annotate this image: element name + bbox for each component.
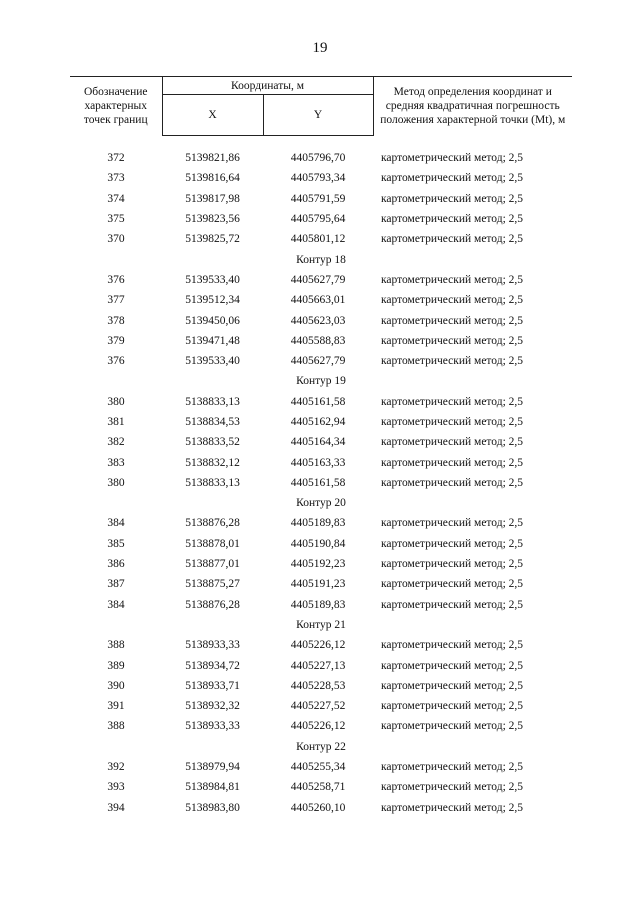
method-cell: картометрический метод; 2,5: [381, 558, 524, 571]
table-row: [70, 574, 572, 594]
table-row: [70, 655, 572, 675]
table-row: [70, 189, 572, 209]
coord-x: 5138876,28: [185, 517, 240, 530]
point-id: 392: [107, 761, 125, 774]
header-method: Метод определения координат и средняя квадратичная погрешность положения характерной точки (Mt), м: [373, 77, 572, 136]
table-row: [70, 513, 572, 533]
table-header: [70, 77, 572, 136]
coord-y: 4405796,70: [290, 152, 346, 165]
table-row: [70, 473, 572, 493]
coord-x: 5138832,12: [185, 456, 240, 469]
table-row: [70, 392, 572, 412]
point-id: 376: [107, 273, 125, 286]
coordinates-table: [70, 76, 572, 818]
method-cell: картометрический метод; 2,5: [381, 781, 524, 794]
coord-x: 5138933,71: [185, 679, 240, 692]
point-id: 379: [107, 334, 125, 347]
coord-x: 5139816,64: [185, 172, 240, 185]
coord-x: 5139817,98: [185, 192, 240, 205]
table-row: [70, 229, 572, 249]
point-id: 381: [107, 416, 125, 428]
point-id: 382: [107, 436, 125, 449]
method-cell: картометрический метод; 2,5: [381, 761, 524, 774]
contour-row: [70, 737, 572, 757]
method-cell: картометрический метод; 2,5: [381, 720, 524, 733]
point-id: 390: [107, 679, 125, 692]
table-row: [70, 168, 572, 188]
point-id: 374: [107, 192, 125, 205]
point-id: 386: [107, 558, 125, 571]
method-cell: картометрический метод; 2,5: [381, 679, 524, 692]
table-row: [70, 148, 572, 168]
coord-y: 4405192,23: [290, 558, 346, 571]
point-id: 377: [107, 294, 125, 307]
table-row: [70, 635, 572, 655]
coord-x: 5138833,13: [185, 395, 240, 408]
coord-y: 4405189,83: [290, 598, 346, 611]
coord-y: 4405588,83: [290, 334, 346, 347]
method-cell: картометрический метод; 2,5: [381, 334, 524, 347]
point-id: 375: [107, 213, 125, 226]
coord-y: 4405260,10: [290, 801, 346, 814]
header-coordinates: Координаты, м: [162, 77, 373, 95]
coord-y: 4405627,79: [290, 355, 346, 368]
coord-x: 5138933,33: [185, 720, 240, 733]
point-id: 394: [107, 801, 125, 814]
table-row: [70, 351, 572, 371]
method-cell: картометрический метод; 2,5: [381, 172, 524, 185]
coord-x: 5139533,40: [185, 273, 240, 286]
method-cell: картометрический метод; 2,5: [381, 659, 524, 672]
point-id: 370: [107, 233, 125, 246]
contour-label: Контур 18: [296, 253, 346, 266]
coord-x: 5138833,52: [185, 436, 240, 449]
coord-y: 4405228,53: [290, 679, 346, 692]
coord-y: 4405627,79: [290, 273, 346, 286]
coord-x: 5139825,72: [185, 233, 240, 246]
table-row: [70, 676, 572, 696]
method-cell: картометрический метод; 2,5: [381, 476, 524, 489]
table-row: [70, 412, 572, 432]
coord-x: 5138933,33: [185, 639, 240, 652]
table-row: [70, 452, 572, 472]
table-row: [70, 595, 572, 615]
contour-label: Контур 19: [296, 375, 346, 388]
contour-label: Контур 20: [296, 497, 346, 510]
coord-y: 4405801,12: [290, 233, 346, 246]
table-row: [70, 777, 572, 797]
coord-y: 4405191,23: [290, 578, 346, 591]
header-y: Y: [263, 95, 373, 136]
point-id: 380: [107, 476, 125, 489]
coord-x: 5138876,28: [185, 598, 240, 611]
coord-x: 5139823,56: [185, 213, 240, 226]
table-row: [70, 270, 572, 290]
table-row: [70, 290, 572, 310]
coord-y: 4405793,34: [290, 172, 346, 185]
table-row: [70, 696, 572, 716]
coord-y: 4405189,83: [290, 517, 346, 530]
method-cell: картометрический метод; 2,5: [381, 213, 524, 226]
method-cell: картометрический метод; 2,5: [381, 700, 524, 713]
point-id: 388: [107, 639, 125, 652]
coord-x: 5139450,06: [185, 314, 240, 327]
method-cell: картометрический метод; 2,5: [381, 436, 524, 449]
contour-row: [70, 493, 572, 513]
coord-x: 5138932,32: [185, 700, 240, 713]
coord-x: 5138875,27: [185, 578, 240, 591]
table-row: [70, 432, 572, 452]
method-cell: картометрический метод; 2,5: [381, 355, 524, 368]
coord-x: 5138979,94: [185, 761, 240, 774]
coord-y: 4405164,34: [290, 436, 346, 449]
table-row: [70, 534, 572, 554]
method-cell: картометрический метод; 2,5: [381, 801, 524, 814]
method-cell: картометрический метод; 2,5: [381, 639, 524, 652]
method-cell: картометрический метод; 2,5: [381, 152, 524, 165]
coord-y: 4405226,12: [290, 720, 346, 733]
table-row: [70, 716, 572, 736]
coord-y: 4405623,03: [290, 314, 346, 327]
coord-y: 4405795,64: [290, 213, 346, 226]
coord-y: 4405227,13: [290, 659, 346, 672]
point-id: 384: [107, 517, 125, 530]
coord-x: 5139512,34: [185, 294, 240, 307]
point-id: 378: [107, 314, 125, 327]
point-id: 391: [107, 700, 125, 713]
point-id: 383: [107, 456, 125, 469]
table-row: [70, 757, 572, 777]
table-row: [70, 554, 572, 574]
method-cell: картометрический метод; 2,5: [381, 294, 524, 307]
contour-row: [70, 615, 572, 635]
table-row: [70, 331, 572, 351]
point-id: 387: [107, 578, 125, 591]
point-id: 380: [107, 395, 125, 408]
page-number: 19: [312, 40, 328, 56]
coord-y: 4405163,33: [290, 456, 346, 469]
point-id: 373: [107, 172, 125, 185]
coord-x: 5139821,86: [185, 152, 240, 165]
coord-y: 4405258,71: [290, 781, 346, 794]
point-id: 384: [107, 598, 125, 611]
coord-x: 5139533,40: [185, 355, 240, 368]
contour-label: Контур 22: [296, 740, 346, 753]
method-cell: картометрический метод; 2,5: [381, 578, 524, 591]
coord-x: 5139471,48: [185, 334, 240, 347]
coord-x: 5138878,01: [185, 537, 240, 550]
coord-y: 4405226,12: [290, 639, 346, 652]
method-cell: картометрический метод; 2,5: [381, 537, 524, 550]
coord-x: 5138833,13: [185, 476, 240, 489]
coord-y: 4405190,84: [290, 537, 346, 550]
point-id: 372: [107, 152, 125, 165]
table-row: [70, 310, 572, 330]
contour-label: Контур 21: [296, 618, 346, 631]
method-cell: картометрический метод; 2,5: [381, 314, 524, 327]
method-cell: картометрический метод; 2,5: [381, 273, 524, 286]
point-id: 389: [107, 659, 125, 672]
contour-row: [70, 371, 572, 391]
method-cell: картометрический метод; 2,5: [381, 233, 524, 246]
method-cell: картометрический метод; 2,5: [381, 395, 524, 408]
coord-x: 5138877,01: [185, 558, 240, 571]
point-id: 385: [107, 537, 125, 550]
table-spacer: [70, 136, 572, 149]
header-designation: Обозначение характерных точек границ: [70, 77, 162, 136]
coord-y: 4405791,59: [290, 192, 346, 205]
contour-row: [70, 249, 572, 269]
coord-x: 5138984,81: [185, 781, 240, 794]
coord-y: 4405663,01: [290, 294, 346, 307]
coord-y: 4405227,52: [290, 700, 346, 713]
table-row: [70, 209, 572, 229]
method-cell: картометрический метод; 2,5: [381, 598, 524, 611]
point-id: 376: [107, 355, 125, 368]
coord-y: 4405161,58: [290, 476, 346, 489]
method-cell: картометрический метод; 2,5: [381, 416, 524, 428]
coord-x: 5138983,80: [185, 801, 240, 814]
method-cell: картометрический метод; 2,5: [381, 192, 524, 205]
table-row: [70, 798, 572, 818]
method-cell: картометрический метод; 2,5: [381, 456, 524, 469]
point-id: 393: [107, 781, 125, 794]
coord-y: 4405255,34: [290, 761, 346, 774]
header-x: X: [162, 95, 263, 136]
method-cell: картометрический метод; 2,5: [381, 517, 524, 530]
coord-x: 5138834,53: [185, 416, 240, 428]
coord-y: 4405162,94: [290, 416, 346, 428]
coord-x: 5138934,72: [185, 659, 240, 672]
point-id: 388: [107, 720, 125, 733]
table-body: [70, 136, 572, 818]
coord-y: 4405161,58: [290, 395, 346, 408]
